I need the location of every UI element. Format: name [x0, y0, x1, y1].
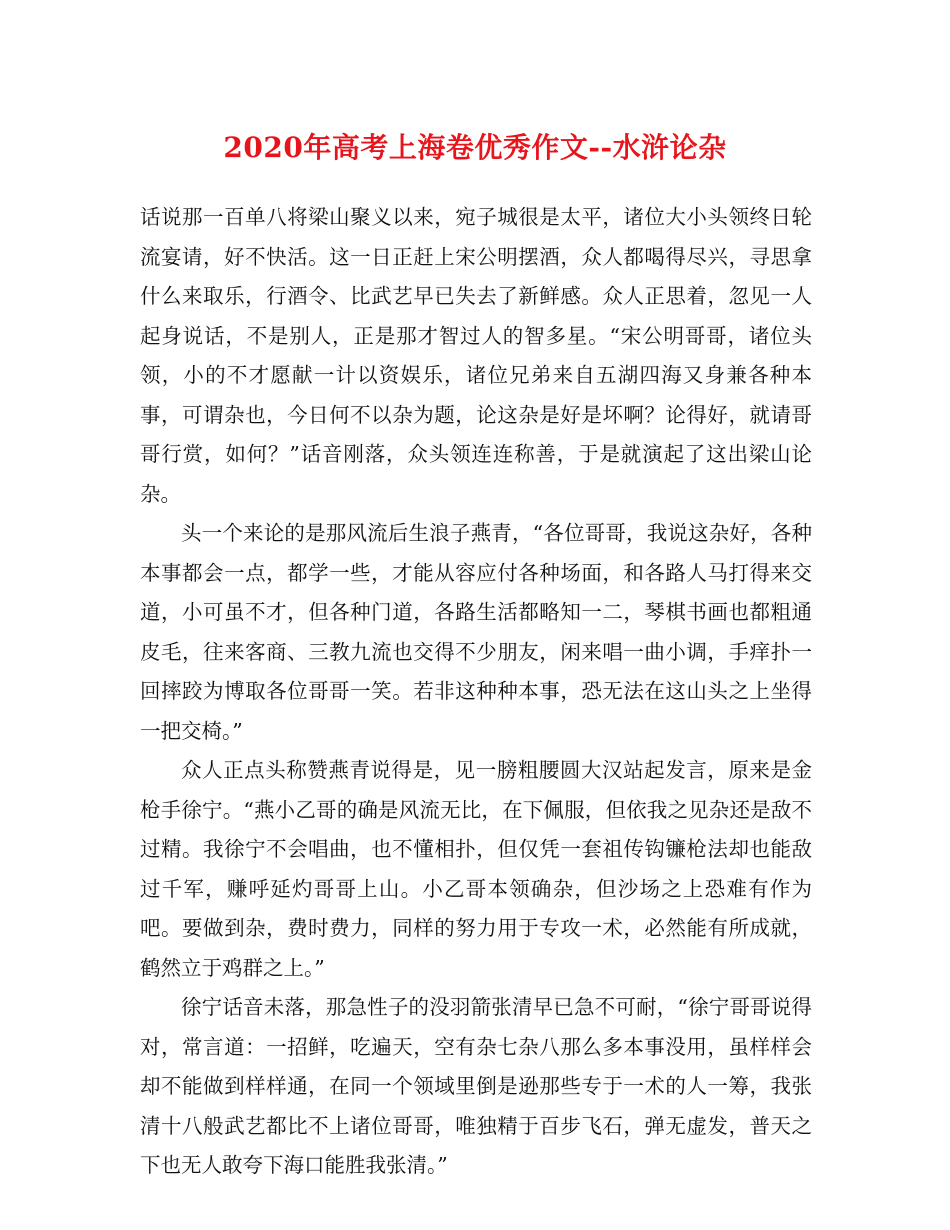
paragraph: 话说那一百单八将梁山聚义以来，宛子城很是太平，诸位大小头领终日轮流宴请，好不快活。这一日正赶上宋公明摆酒，众人都喝得尽兴，寻思拿什么来取乐，行酒令、比武艺早已失去了新鲜感。众人正思着，忽见一人起身说话，不是别人，正是那才智过人的智多星。“宋公明哥哥，诸位头领，小的不才愿献一计以资娱乐，诸位兄弟来自五湖四海又身兼各种本事，可谓杂也，今日何不以杂为题，论这杂是好是坏啊？论得好，就请哥哥行赏，如何？”话音刚落，众头领连连称善，于是就演起了这出梁山论杂。: [140, 205, 812, 506]
document-title: [0, 128, 950, 168]
title-text: 2020年高考上海卷优秀作文--水浒论杂: [223, 131, 727, 164]
paragraph: 徐宁话音未落，那急性子的没羽箭张清早已急不可耐，“徐宁哥哥说得对，常言道：一招鲜，吃遍天，空有杂七杂八那么多本事没用，虽样样会却不能做到样样通，在同一个领域里倒是逊那些专于一术的人一筹，我张清十八般武艺都比不上诸位哥哥，唯独精于百步飞石，弹无虚发，普天之下也无人敢夸下海口能胜我张清。”: [140, 995, 812, 1177]
document-body: [140, 198, 812, 1186]
paragraph: 众人正点头称赞燕青说得是，见一膀粗腰圆大汉站起发言，原来是金枪手徐宁。“燕小乙哥的确是风流无比，在下佩服，但依我之见杂还是敌不过精。我徐宁不会唱曲，也不懂相扑，但仅凭一套祖传钩镰枪法却也能敌过千军，赚呼延灼哥哥上山。小乙哥本领确杂，但沙场之上恐难有作为吧。要做到杂，费时费力，同样的努力用于专攻一术，必然能有所成就，鹤然立于鸡群之上。”: [140, 758, 812, 980]
paragraph: 头一个来论的是那风流后生浪子燕青，“各位哥哥，我说这杂好，各种本事都会一点，都学一些，才能从容应付各种场面，和各路人马打得来交道，小可虽不才，但各种门道，各路生活都略知一二，琴棋书画也都粗通皮毛，往来客商、三教九流也交得不少朋友，闲来唱一曲小调，手痒扑一回摔跤为博取各位哥哥一笑。若非这种种本事，恐无法在这山头之上坐得一把交椅。”: [140, 521, 812, 743]
